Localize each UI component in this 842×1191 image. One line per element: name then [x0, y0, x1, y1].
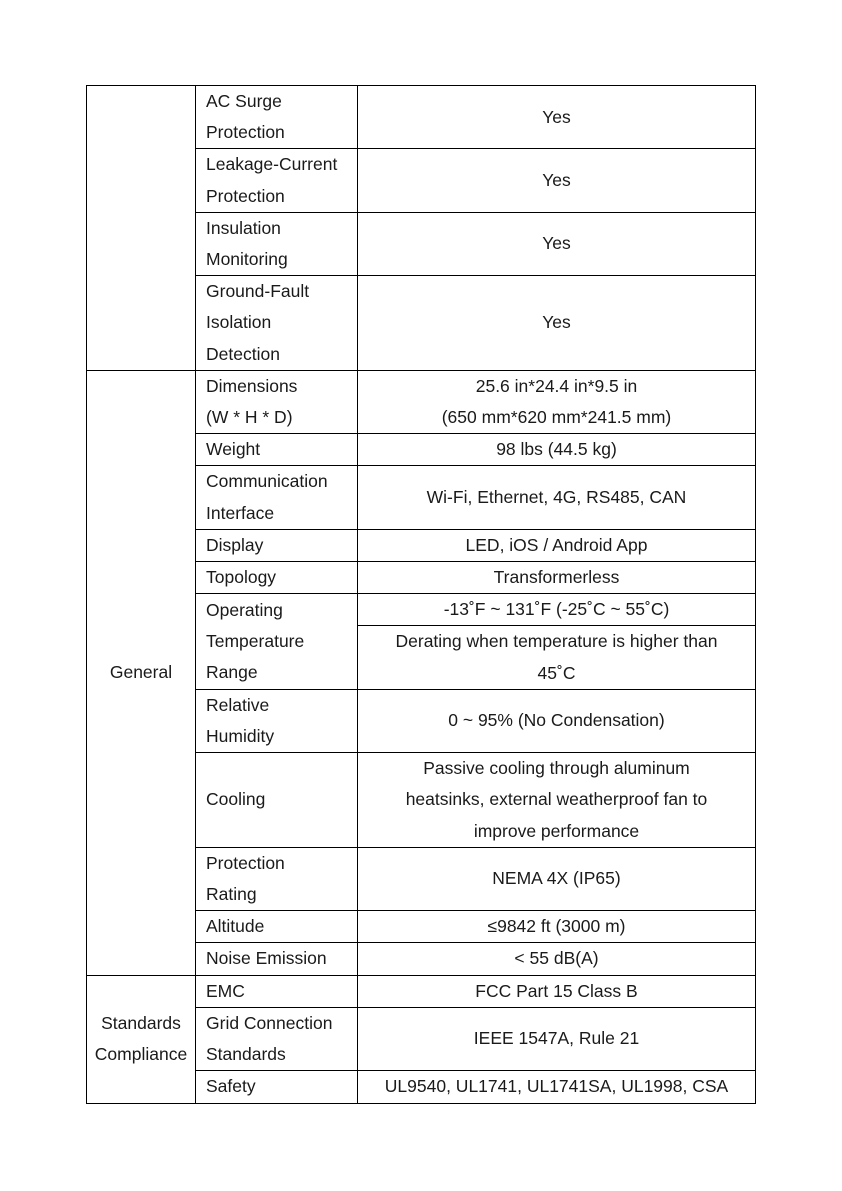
- param-altitude: Altitude: [196, 911, 358, 943]
- param-topology: Topology: [196, 562, 358, 594]
- value-cooling: Passive cooling through aluminum heatsinks, external weatherproof fan to improve performance: [358, 753, 756, 848]
- spec-table: [86, 85, 756, 1104]
- value-safety: UL9540, UL1741, UL1741SA, UL1998, CSA: [358, 1071, 756, 1103]
- table-row: [87, 975, 756, 1007]
- value-leakage-current-protection: Yes: [358, 149, 756, 212]
- param-grid-connection-standards: Grid Connection Standards: [196, 1007, 358, 1070]
- value-topology: Transformerless: [358, 562, 756, 594]
- value-insulation-monitoring: Yes: [358, 212, 756, 275]
- value-emc: FCC Part 15 Class B: [358, 975, 756, 1007]
- param-safety: Safety: [196, 1071, 358, 1103]
- table-row: [87, 86, 756, 149]
- param-insulation-monitoring: Insulation Monitoring: [196, 212, 358, 275]
- value-communication-interface: Wi-Fi, Ethernet, 4G, RS485, CAN: [358, 466, 756, 529]
- value-ground-fault-isolation-detection: Yes: [358, 276, 756, 371]
- param-weight: Weight: [196, 434, 358, 466]
- table-row: [87, 370, 756, 433]
- value-ac-surge-protection: Yes: [358, 86, 756, 149]
- value-altitude: ≤9842 ft (3000 m): [358, 911, 756, 943]
- param-display: Display: [196, 529, 358, 561]
- value-noise-emission: < 55 dB(A): [358, 943, 756, 975]
- value-protection-rating: NEMA 4X (IP65): [358, 847, 756, 910]
- param-protection-rating: Protection Rating: [196, 847, 358, 910]
- param-emc: EMC: [196, 975, 358, 1007]
- value-dimensions: 25.6 in*24.4 in*9.5 in (650 mm*620 mm*241.5 mm): [358, 370, 756, 433]
- category-standards-compliance: Standards Compliance: [87, 975, 196, 1103]
- value-operating-temperature-range: -13˚F ~ 131˚F (-25˚C ~ 55˚C): [358, 594, 756, 626]
- param-noise-emission: Noise Emission: [196, 943, 358, 975]
- value-temperature-derating: Derating when temperature is higher than 45˚C: [358, 626, 756, 689]
- value-display: LED, iOS / Android App: [358, 529, 756, 561]
- param-operating-temperature-range: Operating Temperature Range: [196, 594, 358, 690]
- value-relative-humidity: 0 ~ 95% (No Condensation): [358, 689, 756, 752]
- category-cell-protection: [87, 86, 196, 371]
- param-dimensions: Dimensions (W * H * D): [196, 370, 358, 433]
- category-general: General: [87, 370, 196, 975]
- param-ac-surge-protection: AC Surge Protection: [196, 86, 358, 149]
- param-cooling: Cooling: [196, 753, 358, 848]
- value-weight: 98 lbs (44.5 kg): [358, 434, 756, 466]
- param-ground-fault-isolation-detection: Ground-Fault Isolation Detection: [196, 276, 358, 371]
- param-communication-interface: Communication Interface: [196, 466, 358, 529]
- value-grid-connection-standards: IEEE 1547A, Rule 21: [358, 1007, 756, 1070]
- param-relative-humidity: Relative Humidity: [196, 689, 358, 752]
- param-leakage-current-protection: Leakage-Current Protection: [196, 149, 358, 212]
